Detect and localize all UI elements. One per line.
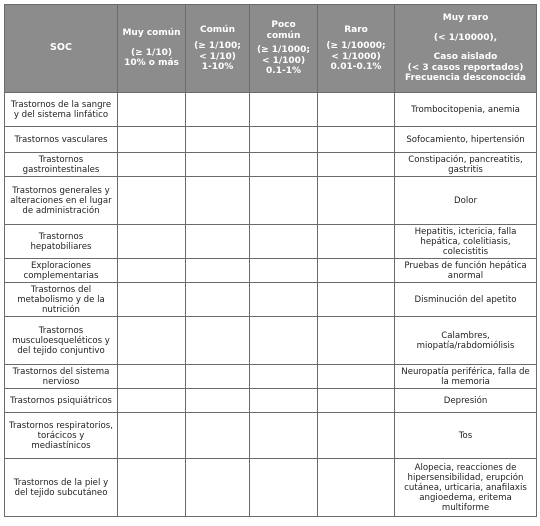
soc-cell: Trastornos hepatobiliares — [5, 225, 118, 259]
header-comun: Común (≥ 1/100; < 1/10) 1-10% — [186, 5, 250, 93]
empty-cell — [250, 413, 318, 459]
soc-cell: Trastornos del metabolismo y de la nutrición — [5, 283, 118, 317]
muy-raro-cell: Disminución del apetito — [395, 283, 537, 317]
empty-cell — [318, 459, 395, 517]
table-row — [5, 177, 537, 225]
empty-cell — [318, 413, 395, 459]
empty-cell — [186, 225, 250, 259]
table-row — [5, 93, 537, 127]
empty-cell — [318, 177, 395, 225]
empty-cell — [250, 259, 318, 283]
table-row — [5, 153, 537, 177]
table-row — [5, 127, 537, 153]
muy-raro-cell: Tos — [395, 413, 537, 459]
table-row — [5, 389, 537, 413]
empty-cell — [318, 389, 395, 413]
muy-raro-cell: Dolor — [395, 177, 537, 225]
muy-raro-cell: Depresión — [395, 389, 537, 413]
table-row — [5, 413, 537, 459]
empty-cell — [318, 153, 395, 177]
empty-cell — [318, 93, 395, 127]
empty-cell — [318, 127, 395, 153]
empty-cell — [318, 225, 395, 259]
header-raro: Raro (≥ 1/10000; < 1/1000) 0.01-0.1% — [318, 5, 395, 93]
empty-cell — [118, 153, 186, 177]
empty-cell — [250, 177, 318, 225]
header-row — [5, 5, 537, 93]
empty-cell — [186, 93, 250, 127]
empty-cell — [186, 153, 250, 177]
empty-cell — [186, 413, 250, 459]
empty-cell — [186, 389, 250, 413]
empty-cell — [318, 259, 395, 283]
soc-cell: Trastornos del sistema nervioso — [5, 365, 118, 389]
muy-raro-cell: Alopecia, reacciones de hipersensibilidad, erupción cutánea, urticaria, anafilaxis angioedema, eritema multiforme — [395, 459, 537, 517]
empty-cell — [186, 459, 250, 517]
empty-cell — [186, 317, 250, 365]
header-soc: SOC — [5, 5, 118, 93]
empty-cell — [118, 93, 186, 127]
soc-cell: Trastornos vasculares — [5, 127, 118, 153]
empty-cell — [250, 365, 318, 389]
soc-cell: Trastornos de la piel y del tejido subcutáneo — [5, 459, 118, 517]
empty-cell — [318, 317, 395, 365]
muy-raro-cell: Pruebas de función hepática anormal — [395, 259, 537, 283]
muy-raro-cell: Neuropatía periférica, falla de la memoria — [395, 365, 537, 389]
soc-cell: Trastornos generales y alteraciones en el lugar de administración — [5, 177, 118, 225]
empty-cell — [250, 389, 318, 413]
empty-cell — [250, 153, 318, 177]
empty-cell — [118, 177, 186, 225]
table-row — [5, 459, 537, 517]
soc-cell: Trastornos respiratorios, torácicos y mediastínicos — [5, 413, 118, 459]
muy-raro-cell: Constipación, pancreatitis, gastritis — [395, 153, 537, 177]
header-muy-comun: Muy común (≥ 1/10) 10% o más — [118, 5, 186, 93]
soc-cell: Trastornos psiquiátricos — [5, 389, 118, 413]
empty-cell — [118, 365, 186, 389]
empty-cell — [118, 459, 186, 517]
empty-cell — [250, 283, 318, 317]
muy-raro-cell: Trombocitopenia, anemia — [395, 93, 537, 127]
empty-cell — [118, 259, 186, 283]
empty-cell — [250, 225, 318, 259]
empty-cell — [118, 389, 186, 413]
empty-cell — [118, 317, 186, 365]
empty-cell — [318, 283, 395, 317]
empty-cell — [186, 365, 250, 389]
soc-cell: Trastornos musculoesqueléticos y del tejido conjuntivo — [5, 317, 118, 365]
table-row — [5, 259, 537, 283]
table-row — [5, 365, 537, 389]
soc-cell: Trastornos gastrointestinales — [5, 153, 118, 177]
empty-cell — [186, 177, 250, 225]
empty-cell — [250, 459, 318, 517]
empty-cell — [118, 283, 186, 317]
table-row — [5, 283, 537, 317]
muy-raro-cell: Calambres, miopatía/rabdomiólisis — [395, 317, 537, 365]
soc-cell: Exploraciones complementarias — [5, 259, 118, 283]
table-row — [5, 225, 537, 259]
muy-raro-cell: Hepatitis, ictericia, falla hepática, colelitiasis, colecistitis — [395, 225, 537, 259]
empty-cell — [250, 93, 318, 127]
soc-cell: Trastornos de la sangre y del sistema linfático — [5, 93, 118, 127]
empty-cell — [250, 317, 318, 365]
empty-cell — [186, 283, 250, 317]
header-muy-raro: Muy raro (< 1/10000), Caso aislado (< 3 casos reportados) Frecuencia desconocida — [395, 5, 537, 93]
adverse-reactions-frequency-table — [4, 4, 537, 517]
empty-cell — [250, 127, 318, 153]
empty-cell — [318, 365, 395, 389]
header-poco-comun: Poco común (≥ 1/1000; < 1/100) 0.1-1% — [250, 5, 318, 93]
empty-cell — [118, 225, 186, 259]
empty-cell — [186, 127, 250, 153]
empty-cell — [186, 259, 250, 283]
empty-cell — [118, 127, 186, 153]
table-row — [5, 317, 537, 365]
muy-raro-cell: Sofocamiento, hipertensión — [395, 127, 537, 153]
empty-cell — [118, 413, 186, 459]
